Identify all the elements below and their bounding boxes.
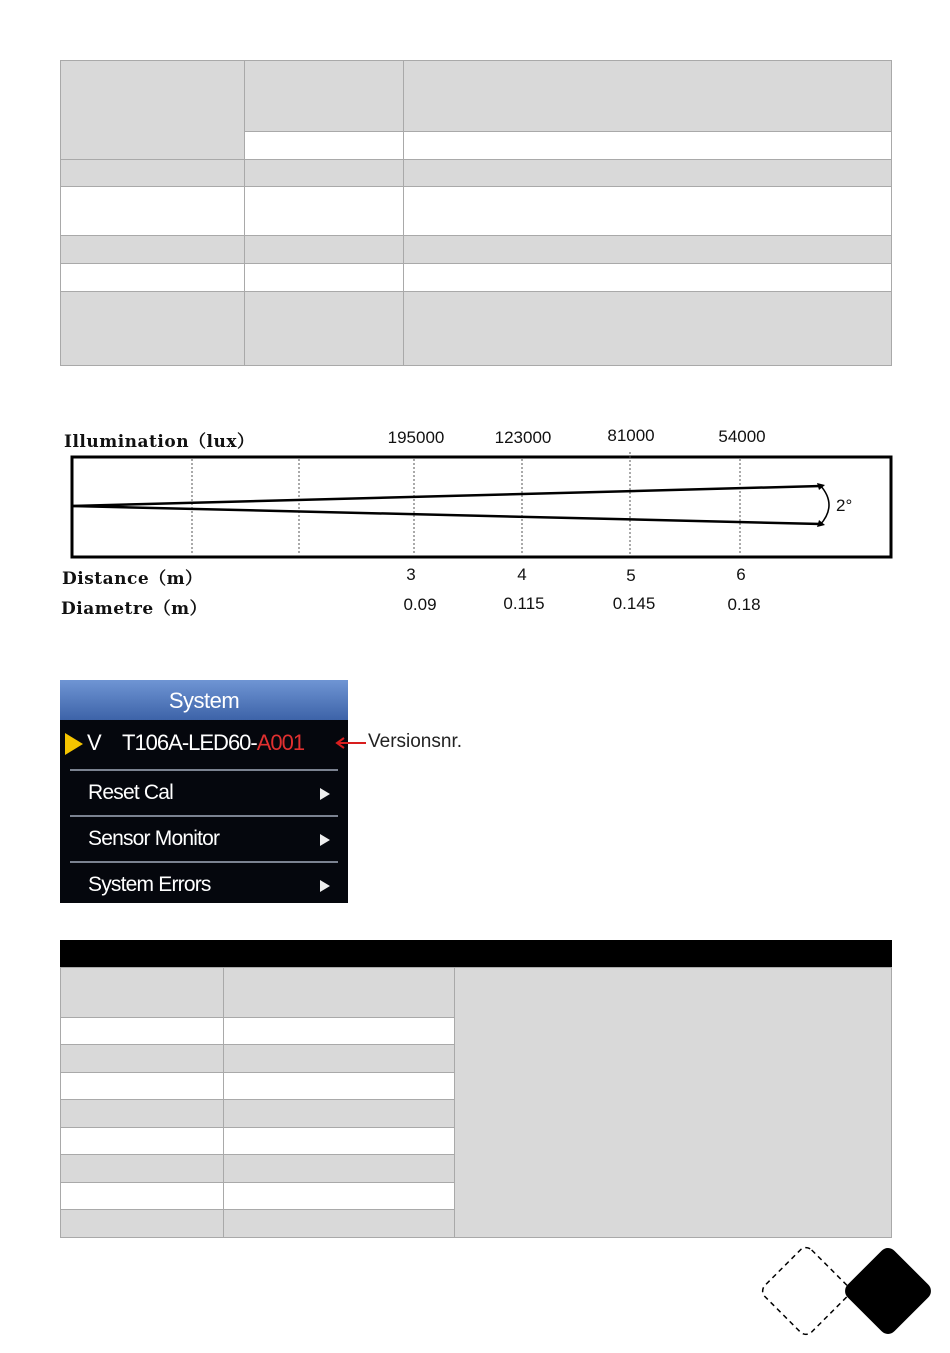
illumination-label: Illumination（lux） xyxy=(64,432,255,452)
table-cell xyxy=(223,1099,455,1128)
table-cell xyxy=(223,1154,455,1183)
diameter-value: 0.09 xyxy=(403,595,437,614)
illumination-value: 81000 xyxy=(607,426,655,445)
beam-cone-graphic xyxy=(0,0,950,620)
menu-item-label: Reset Cal xyxy=(88,781,174,804)
menu-item-label: System Errors xyxy=(88,873,211,896)
distance-value: 5 xyxy=(626,566,636,585)
table-cell xyxy=(223,967,455,1018)
version-row[interactable] xyxy=(60,722,348,766)
menu-item-sensor-monitor[interactable] xyxy=(70,815,338,861)
diameter-value: 0.18 xyxy=(727,595,761,614)
version-number xyxy=(122,730,304,756)
screen-header: System xyxy=(60,680,348,720)
table-cell xyxy=(60,1099,224,1128)
table-cell xyxy=(223,1127,455,1155)
table-cell xyxy=(60,1072,224,1100)
version-suffix: A001 xyxy=(256,730,305,755)
distance-value: 3 xyxy=(406,565,416,584)
version-main: T106A-LED60- xyxy=(122,730,257,755)
table-header-cell xyxy=(223,940,892,968)
table-cell xyxy=(223,1072,455,1100)
table-cell xyxy=(223,1182,455,1210)
table-cell xyxy=(60,1127,224,1155)
chevron-right-icon xyxy=(320,880,330,892)
distance-value: 6 xyxy=(736,565,746,584)
illumination-value: 123000 xyxy=(494,428,552,447)
table-cell xyxy=(223,1017,455,1045)
table-cell xyxy=(60,1182,224,1210)
illumination-value: 54000 xyxy=(718,427,766,446)
selected-prefix: V xyxy=(87,730,102,755)
table-header-cell xyxy=(60,940,224,968)
beam-angle-label: 2° xyxy=(836,496,853,515)
callout-arrow-icon xyxy=(334,735,368,751)
solid-diamond-icon xyxy=(841,1244,934,1337)
device-screen xyxy=(60,680,348,903)
version-callout-label: Versionsnr. xyxy=(368,731,462,752)
table-cell xyxy=(60,1044,224,1073)
illumination-value: 195000 xyxy=(387,428,445,447)
distance-value: 4 xyxy=(517,565,527,584)
selector-arrow-icon xyxy=(65,733,83,755)
table-cell xyxy=(60,1209,224,1238)
menu-item-reset-cal[interactable] xyxy=(70,769,338,815)
diameter-value: 0.145 xyxy=(612,594,656,613)
distance-label: Distance（m） xyxy=(62,569,203,589)
decorative-diamonds xyxy=(750,1240,945,1345)
table-cell xyxy=(223,1209,455,1238)
table-cell xyxy=(60,967,224,1018)
table-cell xyxy=(454,967,892,1238)
table-cell xyxy=(60,1154,224,1183)
table-cell xyxy=(60,1017,224,1045)
dashed-diamond-icon xyxy=(759,1244,852,1337)
chevron-right-icon xyxy=(320,834,330,846)
menu-item-system-errors[interactable] xyxy=(70,861,338,903)
table-cell xyxy=(223,1044,455,1073)
diameter-value: 0.115 xyxy=(503,594,545,613)
chevron-right-icon xyxy=(320,788,330,800)
menu-item-label: Sensor Monitor xyxy=(88,827,220,850)
diameter-label: Diametre（m） xyxy=(61,599,208,619)
